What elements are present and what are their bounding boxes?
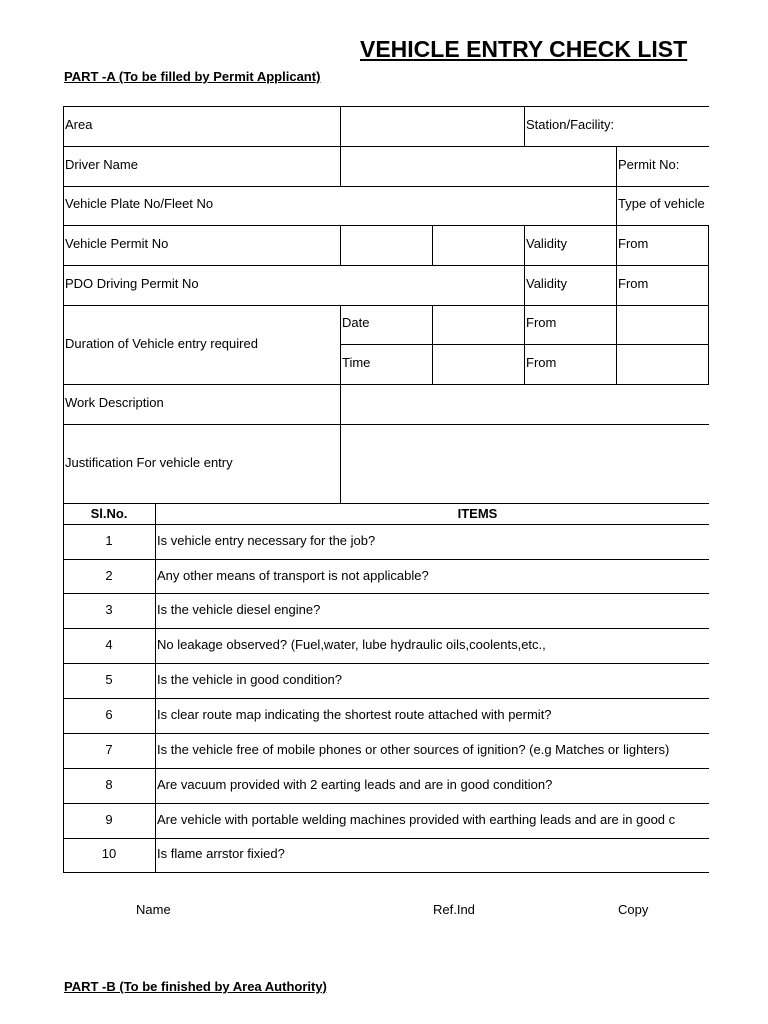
validity-label: Validity bbox=[526, 236, 567, 251]
row-item: Are vacuum provided with 2 earting leads and are in good condition? bbox=[157, 777, 553, 792]
row-item: Is vehicle entry necessary for the job? bbox=[157, 533, 376, 548]
row-item: Is the vehicle diesel engine? bbox=[157, 602, 321, 617]
work-description-label: Work Description bbox=[65, 395, 164, 410]
page-title: VEHICLE ENTRY CHECK LIST bbox=[360, 36, 688, 62]
part-b-heading: PART -B (To be finished by Area Authority) bbox=[64, 979, 327, 994]
row-number: 8 bbox=[105, 777, 113, 792]
vehicle-permit-label: Vehicle Permit No bbox=[65, 236, 169, 251]
pdo-permit-label: PDO Driving Permit No bbox=[65, 276, 199, 291]
type-of-vehicle-label: Type of vehicle bbox=[618, 196, 705, 211]
row-item: Is flame arrstor fixied? bbox=[157, 846, 285, 861]
row-number: 1 bbox=[105, 533, 113, 548]
from-label: From bbox=[526, 355, 557, 370]
date-label: Date bbox=[342, 315, 370, 330]
row-number: 2 bbox=[105, 568, 113, 583]
row-number: 9 bbox=[105, 812, 113, 827]
row-number: 7 bbox=[105, 742, 113, 757]
row-item: Any other means of transport is not applicable? bbox=[157, 568, 429, 583]
col-header-slno: Sl.No. bbox=[90, 506, 128, 521]
row-item: No leakage observed? (Fuel,water, lube hydraulic oils,coolents,etc., bbox=[157, 637, 546, 652]
row-number: 10 bbox=[101, 846, 117, 861]
ref-ind-label: Ref.Ind bbox=[433, 902, 475, 917]
part-a-heading: PART -A (To be filled by Permit Applicant) bbox=[64, 69, 321, 84]
permit-no-label: Permit No: bbox=[618, 157, 680, 172]
area-label: Area bbox=[65, 117, 93, 132]
validity-label: Validity bbox=[526, 276, 567, 291]
copy-label: Copy bbox=[618, 902, 649, 917]
row-number: 6 bbox=[105, 707, 113, 722]
time-label: Time bbox=[342, 355, 371, 370]
vehicle-plate-label: Vehicle Plate No/Fleet No bbox=[65, 196, 214, 211]
col-header-items: ITEMS bbox=[457, 506, 498, 521]
driver-name-label: Driver Name bbox=[65, 157, 138, 172]
from-label: From bbox=[618, 276, 649, 291]
from-label: From bbox=[526, 315, 557, 330]
station-label: Station/Facility: bbox=[526, 117, 615, 132]
row-number: 4 bbox=[105, 637, 113, 652]
row-item: Are vehicle with portable welding machines provided with earthing leads and are in good c bbox=[157, 812, 676, 827]
duration-label: Duration of Vehicle entry required bbox=[65, 336, 258, 351]
row-item: Is clear route map indicating the shortest route attached with permit? bbox=[157, 707, 552, 722]
row-item: Is the vehicle in good condition? bbox=[157, 672, 343, 687]
name-label: Name bbox=[136, 902, 171, 917]
row-item: Is the vehicle free of mobile phones or other sources of ignition? (e.g Matches or lighters) bbox=[157, 742, 670, 757]
justification-label: Justification For vehicle entry bbox=[65, 455, 233, 470]
row-number: 5 bbox=[105, 672, 113, 687]
from-label: From bbox=[618, 236, 649, 251]
row-number: 3 bbox=[105, 602, 113, 617]
